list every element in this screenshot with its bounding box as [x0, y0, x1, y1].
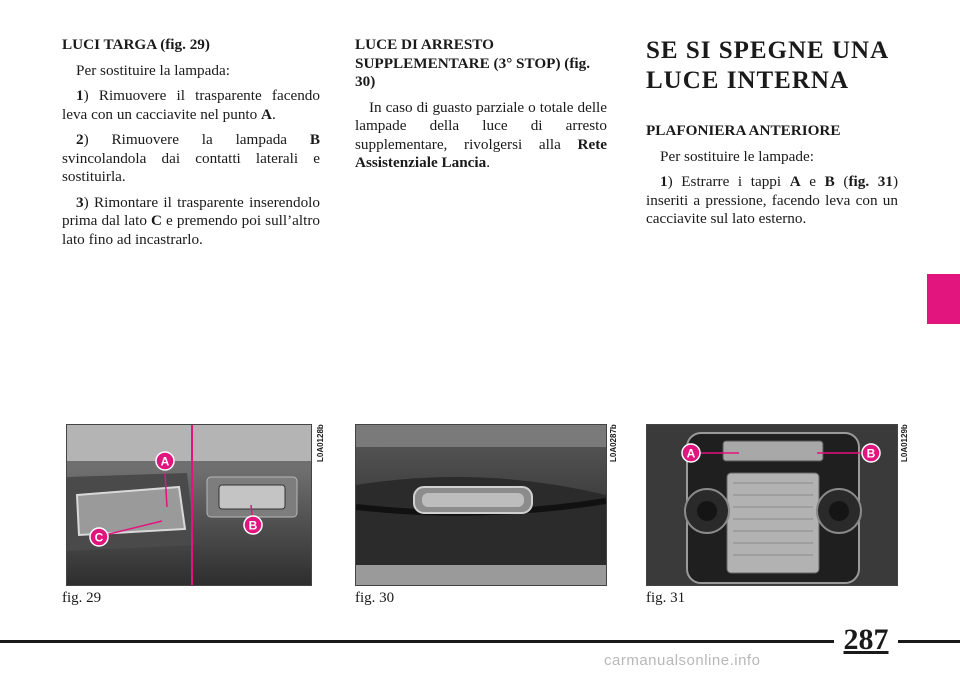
- column-luce-arresto: [355, 36, 607, 180]
- figure-31-photo: [646, 424, 898, 586]
- figure-31-code: L0A0129b: [900, 424, 909, 462]
- callout-a-label: A: [160, 454, 170, 469]
- third-stop-light-illustration: [356, 425, 606, 585]
- body-text: In caso di guasto parziale o totale delle lampade della luce di arresto supplementare, rivolgersi alla Rete Assistenziale Lancia.: [355, 98, 607, 171]
- figure-29-code: L0A0128b: [316, 424, 325, 462]
- figure-31-caption: fig. 31: [646, 590, 686, 606]
- page-number: 287: [834, 622, 898, 658]
- callout-b-label: B: [248, 518, 258, 533]
- step-1: 1) Rimuovere il trasparente facendo leva con un cacciavite nel punto A.: [62, 87, 320, 123]
- front-ceiling-light-illustration: [647, 425, 897, 585]
- column-luci-targa: [62, 36, 320, 256]
- figure-29-caption: fig. 29: [62, 590, 102, 606]
- intro-text: Per sostituire le lampade:: [660, 147, 814, 165]
- figure-29-photo: [66, 424, 312, 586]
- license-plate-light-illustration: [67, 425, 311, 585]
- watermark: carmanualsonline.info: [604, 652, 761, 669]
- figure-30-code: L0A0287b: [609, 424, 618, 462]
- figure-30-caption: fig. 30: [355, 590, 395, 606]
- section-title: SE SI SPEGNE UNA LUCE INTERNA: [646, 37, 890, 94]
- step-1: 1) Estrarre i tappi A e B (fig. 31) inseriti a pressione, facendo leva con un cacciavite sul lato esterno.: [646, 173, 898, 227]
- callout-a-label: A: [686, 446, 696, 461]
- callout-c-label: C: [94, 530, 104, 545]
- subheading-plafoniera: PLAFONIERA ANTERIORE: [646, 122, 841, 139]
- column-luce-interna: [646, 36, 898, 236]
- figure-30-photo: [355, 424, 607, 586]
- intro-text: Per sostituire la lampada:: [76, 61, 230, 79]
- section-tab: [927, 274, 960, 324]
- heading-luce-arresto: LUCE DI ARRESTO SUPPLEMENTARE (3° STOP) (fig. 30): [355, 36, 591, 90]
- step-2: 2) Rimuovere la lampada B svincolandola dai contatti laterali e sostituirla.: [62, 131, 320, 185]
- callout-b-label: B: [866, 446, 876, 461]
- step-3: 3) Rimontare il trasparente inserendolo prima dal lato C e premendo poi sull’altro lato fino ad incastrarlo.: [62, 193, 320, 248]
- footer-rule: [0, 640, 960, 643]
- heading-luci-targa: LUCI TARGA (fig. 29): [62, 36, 210, 53]
